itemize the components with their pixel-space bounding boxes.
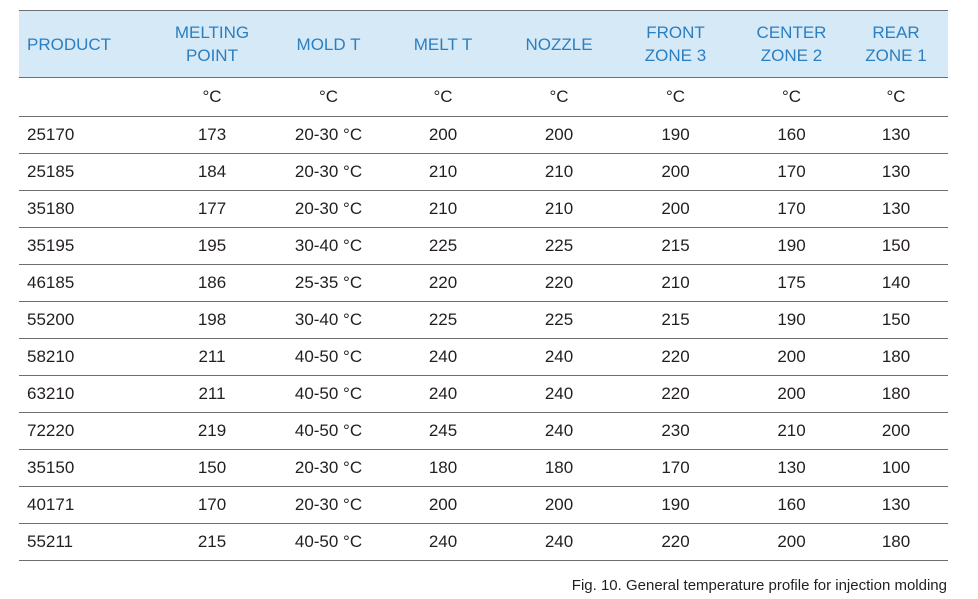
unit-cell: °C	[844, 78, 948, 117]
melting-point-cell: 195	[147, 228, 277, 265]
melting-point-cell: 170	[147, 487, 277, 524]
product-cell: 35150	[19, 450, 147, 487]
front-zone-3-cell: 200	[612, 191, 739, 228]
product-cell: 55211	[19, 524, 147, 561]
mold-t-cell: 40-50 °C	[277, 524, 380, 561]
melting-point-cell: 211	[147, 339, 277, 376]
melt-t-cell: 225	[380, 302, 506, 339]
melt-t-cell: 200	[380, 117, 506, 154]
unit-cell	[19, 78, 147, 117]
unit-row	[19, 78, 948, 117]
center-zone-2-cell: 200	[739, 376, 844, 413]
product-cell: 72220	[19, 413, 147, 450]
center-zone-2-cell: 210	[739, 413, 844, 450]
mold-t-cell: 20-30 °C	[277, 154, 380, 191]
rear-zone-1-cell: 140	[844, 265, 948, 302]
table-row	[19, 117, 948, 154]
rear-zone-1-cell: 130	[844, 191, 948, 228]
nozzle-cell: 220	[506, 265, 612, 302]
melt-t-cell: 240	[380, 524, 506, 561]
front-zone-3-cell: 190	[612, 487, 739, 524]
unit-cell: °C	[506, 78, 612, 117]
table-row	[19, 265, 948, 302]
column-header-front-zone-3: FRONT ZONE 3	[612, 11, 739, 78]
table-row	[19, 487, 948, 524]
rear-zone-1-cell: 130	[844, 487, 948, 524]
product-cell: 40171	[19, 487, 147, 524]
column-header-product: PRODUCT	[19, 11, 147, 78]
melting-point-cell: 211	[147, 376, 277, 413]
table-row	[19, 154, 948, 191]
front-zone-3-cell: 220	[612, 376, 739, 413]
table-row	[19, 524, 948, 561]
product-cell: 55200	[19, 302, 147, 339]
melting-point-cell: 173	[147, 117, 277, 154]
table-row	[19, 376, 948, 413]
table-row	[19, 302, 948, 339]
unit-cell: °C	[739, 78, 844, 117]
center-zone-2-cell: 200	[739, 524, 844, 561]
mold-t-cell: 30-40 °C	[277, 228, 380, 265]
rear-zone-1-cell: 130	[844, 154, 948, 191]
mold-t-cell: 40-50 °C	[277, 376, 380, 413]
melting-point-cell: 198	[147, 302, 277, 339]
table-row	[19, 450, 948, 487]
center-zone-2-cell: 190	[739, 302, 844, 339]
center-zone-2-cell: 160	[739, 117, 844, 154]
mold-t-cell: 20-30 °C	[277, 191, 380, 228]
product-cell: 46185	[19, 265, 147, 302]
melt-t-cell: 240	[380, 339, 506, 376]
nozzle-cell: 180	[506, 450, 612, 487]
column-header-melting-point: MELTING POINT	[147, 11, 277, 78]
front-zone-3-cell: 215	[612, 302, 739, 339]
rear-zone-1-cell: 150	[844, 228, 948, 265]
center-zone-2-cell: 200	[739, 339, 844, 376]
melting-point-cell: 186	[147, 265, 277, 302]
center-zone-2-cell: 130	[739, 450, 844, 487]
melt-t-cell: 200	[380, 487, 506, 524]
center-zone-2-cell: 170	[739, 191, 844, 228]
nozzle-cell: 240	[506, 413, 612, 450]
column-header-mold-t: MOLD T	[277, 11, 380, 78]
melting-point-cell: 215	[147, 524, 277, 561]
column-header-melt-t: MELT T	[380, 11, 506, 78]
front-zone-3-cell: 220	[612, 339, 739, 376]
melt-t-cell: 210	[380, 191, 506, 228]
product-cell: 25170	[19, 117, 147, 154]
melt-t-cell: 210	[380, 154, 506, 191]
mold-t-cell: 20-30 °C	[277, 487, 380, 524]
center-zone-2-cell: 175	[739, 265, 844, 302]
center-zone-2-cell: 170	[739, 154, 844, 191]
nozzle-cell: 200	[506, 117, 612, 154]
melt-t-cell: 225	[380, 228, 506, 265]
front-zone-3-cell: 190	[612, 117, 739, 154]
mold-t-cell: 20-30 °C	[277, 450, 380, 487]
rear-zone-1-cell: 180	[844, 524, 948, 561]
mold-t-cell: 40-50 °C	[277, 413, 380, 450]
nozzle-cell: 210	[506, 154, 612, 191]
table-row	[19, 228, 948, 265]
center-zone-2-cell: 190	[739, 228, 844, 265]
melting-point-cell: 219	[147, 413, 277, 450]
rear-zone-1-cell: 180	[844, 376, 948, 413]
front-zone-3-cell: 200	[612, 154, 739, 191]
product-cell: 58210	[19, 339, 147, 376]
melting-point-cell: 150	[147, 450, 277, 487]
front-zone-3-cell: 210	[612, 265, 739, 302]
melt-t-cell: 220	[380, 265, 506, 302]
nozzle-cell: 240	[506, 376, 612, 413]
product-cell: 35195	[19, 228, 147, 265]
melting-point-cell: 184	[147, 154, 277, 191]
melt-t-cell: 240	[380, 376, 506, 413]
rear-zone-1-cell: 130	[844, 117, 948, 154]
unit-cell: °C	[612, 78, 739, 117]
unit-cell: °C	[380, 78, 506, 117]
unit-cell: °C	[147, 78, 277, 117]
product-cell: 35180	[19, 191, 147, 228]
mold-t-cell: 20-30 °C	[277, 117, 380, 154]
rear-zone-1-cell: 100	[844, 450, 948, 487]
nozzle-cell: 240	[506, 524, 612, 561]
melting-point-cell: 177	[147, 191, 277, 228]
melt-t-cell: 180	[380, 450, 506, 487]
melt-t-cell: 245	[380, 413, 506, 450]
rear-zone-1-cell: 150	[844, 302, 948, 339]
table-body	[19, 117, 948, 561]
mold-t-cell: 30-40 °C	[277, 302, 380, 339]
table-row	[19, 339, 948, 376]
front-zone-3-cell: 215	[612, 228, 739, 265]
center-zone-2-cell: 160	[739, 487, 844, 524]
rear-zone-1-cell: 180	[844, 339, 948, 376]
product-cell: 25185	[19, 154, 147, 191]
front-zone-3-cell: 230	[612, 413, 739, 450]
table-row	[19, 413, 948, 450]
column-header-rear-zone-1: REAR ZONE 1	[844, 11, 948, 78]
mold-t-cell: 40-50 °C	[277, 339, 380, 376]
front-zone-3-cell: 170	[612, 450, 739, 487]
nozzle-cell: 225	[506, 302, 612, 339]
temperature-profile-table	[19, 10, 948, 561]
product-cell: 63210	[19, 376, 147, 413]
temperature-profile-table-container	[19, 10, 948, 561]
front-zone-3-cell: 220	[612, 524, 739, 561]
header-row	[19, 11, 948, 78]
mold-t-cell: 25-35 °C	[277, 265, 380, 302]
figure-caption: Fig. 10. General temperature profile for injection molding	[571, 577, 947, 594]
nozzle-cell: 225	[506, 228, 612, 265]
rear-zone-1-cell: 200	[844, 413, 948, 450]
nozzle-cell: 200	[506, 487, 612, 524]
nozzle-cell: 210	[506, 191, 612, 228]
column-header-center-zone-2: CENTER ZONE 2	[739, 11, 844, 78]
unit-cell: °C	[277, 78, 380, 117]
table-row	[19, 191, 948, 228]
nozzle-cell: 240	[506, 339, 612, 376]
column-header-nozzle: NOZZLE	[506, 11, 612, 78]
